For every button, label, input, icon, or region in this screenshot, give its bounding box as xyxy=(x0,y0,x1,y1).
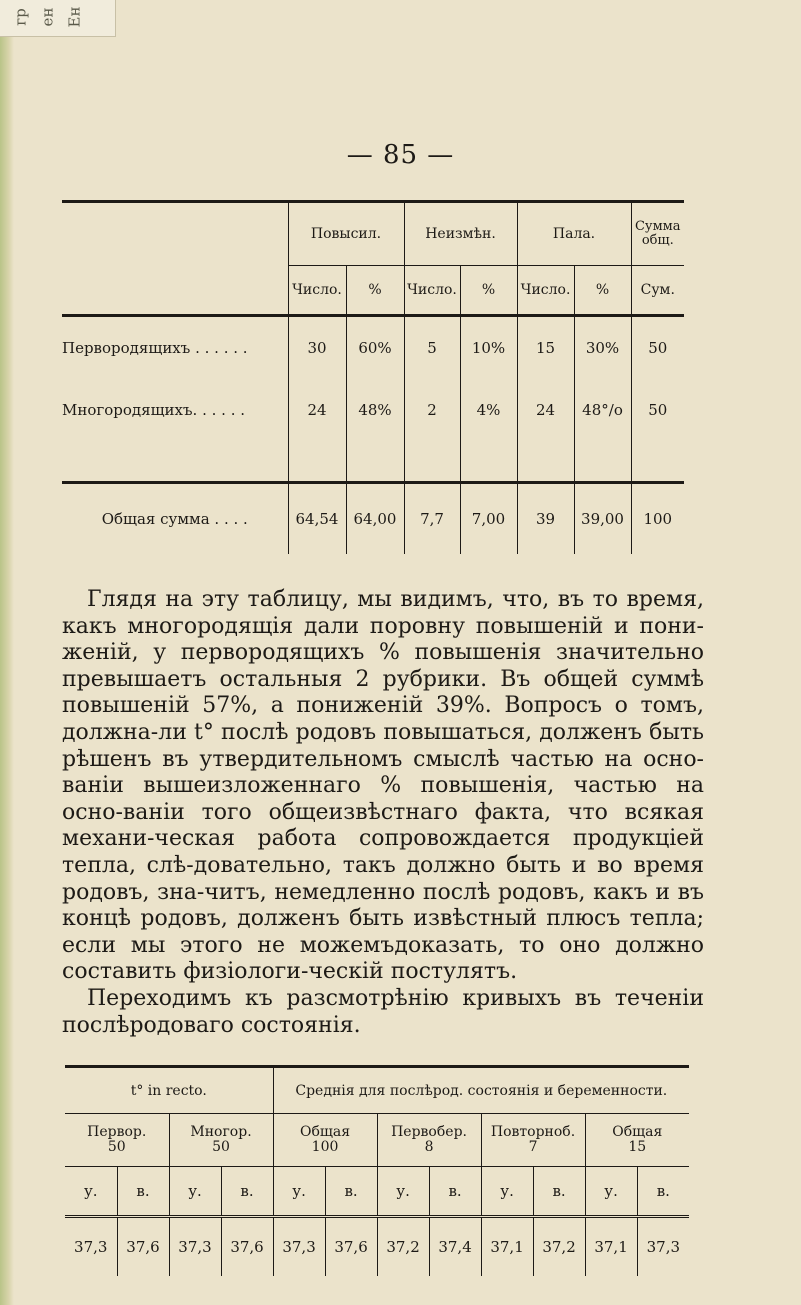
paragraph: Переходимъ къ разсмотрѣнію кривыхъ въ теченіи послѣродоваго состоянія. xyxy=(62,985,704,1038)
cell: 64,00 xyxy=(346,483,404,555)
group-header: Повысил. xyxy=(288,202,404,266)
cell: 24 xyxy=(288,379,346,441)
cell: 15 xyxy=(517,316,574,380)
column-header: в. xyxy=(221,1167,273,1217)
table-row xyxy=(65,1217,689,1277)
group-header: Первор. 50 xyxy=(65,1114,169,1167)
cell: 30% xyxy=(574,316,631,380)
cell: 39 xyxy=(517,483,574,555)
column-header: % xyxy=(460,266,517,316)
column-header: Сум. xyxy=(631,266,684,316)
cell: 7,00 xyxy=(460,483,517,555)
group-header: Сумма общ. xyxy=(631,202,684,266)
corner-mark: Ен xyxy=(65,6,84,28)
row-label: Многородящихъ. . . . . . xyxy=(62,401,246,419)
cell: 5 xyxy=(404,316,460,380)
cell: 37,2 xyxy=(377,1217,429,1277)
cell: 2 xyxy=(404,379,460,441)
cell: 37,6 xyxy=(221,1217,273,1277)
cell: 50 xyxy=(631,316,684,380)
column-header: в. xyxy=(117,1167,169,1217)
cell: 37,2 xyxy=(533,1217,585,1277)
group-header: Общая 100 xyxy=(273,1114,377,1167)
group-header: Неизмѣн. xyxy=(404,202,517,266)
page-number: — 85 — xyxy=(346,140,455,170)
column-header: Число. xyxy=(288,266,346,316)
table-header-left: t° in recto. xyxy=(65,1067,273,1114)
group-header: Повторноб. 7 xyxy=(481,1114,585,1167)
cell: 60% xyxy=(346,316,404,380)
corner-mark: гр xyxy=(11,8,30,26)
corner-mark: ен xyxy=(38,7,57,27)
cell: 7,7 xyxy=(404,483,460,555)
column-header: у. xyxy=(585,1167,637,1217)
cell: 37,1 xyxy=(585,1217,637,1277)
cell: 48% xyxy=(346,379,404,441)
cell: 4% xyxy=(460,379,517,441)
column-header: % xyxy=(346,266,404,316)
column-header: Число. xyxy=(517,266,574,316)
column-header: Число. xyxy=(404,266,460,316)
column-header: у. xyxy=(273,1167,325,1217)
row-label: Первородящихъ . . . . . . xyxy=(62,339,248,357)
average-temperature-table xyxy=(65,1065,689,1276)
cell: 50 xyxy=(631,379,684,441)
cell: 10% xyxy=(460,316,517,380)
column-header: у. xyxy=(169,1167,221,1217)
cell: 37,3 xyxy=(637,1217,689,1277)
group-header: Общая 15 xyxy=(585,1114,689,1167)
table-row xyxy=(62,379,684,441)
cell: 24 xyxy=(517,379,574,441)
table-corner xyxy=(62,202,288,266)
cell: 37,4 xyxy=(429,1217,481,1277)
column-header: у. xyxy=(377,1167,429,1217)
table-row xyxy=(62,316,684,380)
column-header: в. xyxy=(533,1167,585,1217)
page-left-edge xyxy=(0,0,14,1305)
group-header: Первобер. 8 xyxy=(377,1114,481,1167)
cell: 37,3 xyxy=(74,1238,108,1256)
group-header: Пала. xyxy=(517,202,631,266)
cell: 100 xyxy=(631,483,684,555)
cell: 48°/o xyxy=(574,379,631,441)
temperature-change-table xyxy=(62,200,684,554)
column-header: в. xyxy=(637,1167,689,1217)
cell: 37,6 xyxy=(325,1217,377,1277)
group-header: Многор. 50 xyxy=(169,1114,273,1167)
cell: 64,54 xyxy=(288,483,346,555)
column-header: у. xyxy=(65,1167,117,1217)
table-header-right: Среднія для послѣрод. состоянія и беременности. xyxy=(273,1067,689,1114)
cell: 37,3 xyxy=(169,1217,221,1277)
column-header: у. xyxy=(481,1167,533,1217)
cell: 37,1 xyxy=(481,1217,533,1277)
cell: 30 xyxy=(288,316,346,380)
cell: 37,6 xyxy=(117,1217,169,1277)
column-header: % xyxy=(574,266,631,316)
paragraph: Глядя на эту таблицу, мы видимъ, что, въ то время, какъ многородящія дали поровну повышеній и пони-женій, у первородящихъ % повышенія значительно превышаетъ остальныя 2 рубрики. Въ общей суммѣ повышеній 57%, а пониженій 39%. Вопросъ о томъ, должна-ли t° послѣ родовъ повышаться, долженъ быть рѣшенъ въ утвердительномъ смыслѣ частью на осно-ваніи вышеизложеннаго % повышенія, частью на осно-ваніи того общеизвѣстнаго факта, что всякая механи-ческая работа сопровождается продукціей тепла, слѣ-довательно, такъ должно быть и во время родовъ, зна-читъ, немедленно послѣ родовъ, какъ и въ концѣ родовъ, долженъ быть извѣстный плюсъ тепла; если мы этого не можемъдоказать, то оно должно составить физіологи-ческій постулятъ. xyxy=(62,587,704,985)
cell: 39,00 xyxy=(574,483,631,555)
cell: 37,3 xyxy=(273,1217,325,1277)
column-header: в. xyxy=(325,1167,377,1217)
column-header: в. xyxy=(429,1167,481,1217)
row-label: Общая сумма . . . . xyxy=(62,483,288,555)
adjacent-page-corner xyxy=(0,0,116,37)
total-row xyxy=(62,483,684,555)
body-text xyxy=(62,587,704,1039)
